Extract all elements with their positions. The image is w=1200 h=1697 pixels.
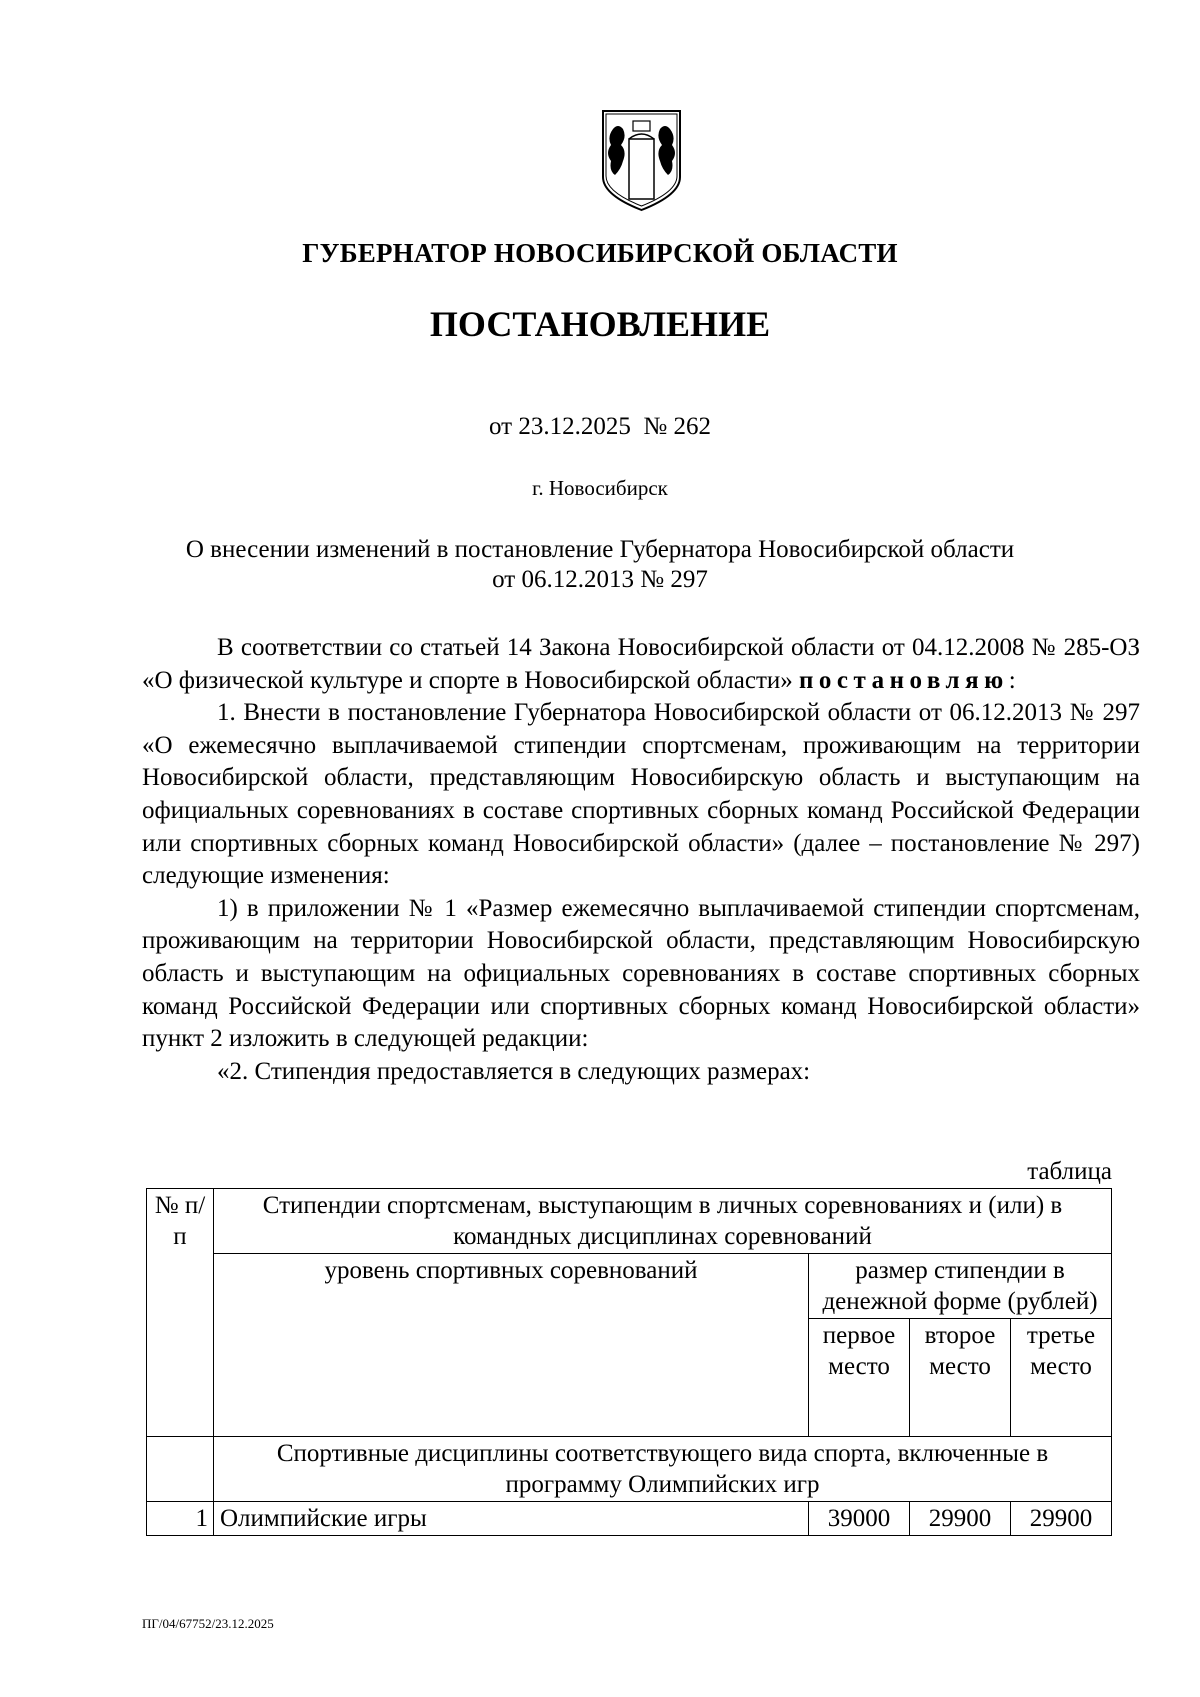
decree-colon: : bbox=[1008, 666, 1016, 694]
table-row bbox=[147, 1502, 1112, 1536]
table-subheader-row bbox=[147, 1254, 1112, 1319]
subject-line-2: от 06.12.2013 № 297 bbox=[492, 566, 708, 593]
quote-start-paragraph: «2. Стипендия предоставляется в следующих размерах: bbox=[217, 1057, 811, 1085]
table-title-cell: Стипендии спортсменам, выступающим в личных соревнованиях и (или) в командных дисциплинах соревнований bbox=[214, 1189, 1112, 1254]
level-header-cell: уровень спортивных соревнований bbox=[214, 1254, 809, 1437]
place-first-header: первое место bbox=[809, 1319, 910, 1437]
section-number-cell bbox=[147, 1437, 214, 1502]
preamble-text: В соответствии со статьей 14 Закона Новосибирской области от 04.12.2008 № 285-ОЗ «О физической культуре и спорте в Новосибирской области» bbox=[142, 634, 1140, 694]
city-line: г. Новосибирск bbox=[532, 476, 668, 500]
footer-document-code: ПГ/04/67752/23.12.2025 bbox=[142, 1616, 274, 1631]
amount-header-cell: размер стипендии в денежной форме (рублей) bbox=[809, 1254, 1112, 1319]
coat-of-arms-emblem bbox=[599, 109, 684, 212]
subject-line-1: О внесении изменений в постановление Губернатора Новосибирской области bbox=[185, 536, 1015, 563]
section-row bbox=[147, 1437, 1112, 1502]
preamble-paragraph bbox=[142, 632, 1140, 697]
decree-word: постановляю bbox=[799, 666, 1009, 694]
place-third-header: третье место bbox=[1011, 1319, 1112, 1437]
row-level-cell: Олимпийские игры bbox=[214, 1502, 809, 1536]
document-body bbox=[142, 632, 1140, 1088]
section-title-cell: Спортивные дисциплины соответствующего вида спорта, включенные в программу Олимпийских игр bbox=[214, 1437, 1112, 1502]
date-and-number: от 23.12.2025 № 262 bbox=[489, 413, 711, 440]
item-1-paragraph: 1. Внести в постановление Губернатора Новосибирской области от 06.12.2013 № 297 «О ежемесячно выплачиваемой стипендии спортсменам, проживающим на территории Новосибирской области, представляющим Новосибирскую область и выступающим на официальных соревнованиях в составе спортивных сборных команд Российской Федерации или спортивных сборных команд Новосибирской области» (далее – постановление № 297) следующие изменения: bbox=[142, 699, 1140, 890]
place-second-header: второе место bbox=[910, 1319, 1011, 1437]
row-second-place-amount: 29900 bbox=[910, 1502, 1011, 1536]
item-1-1-paragraph: 1) в приложении № 1 «Размер ежемесячно выплачиваемой стипендии спортсменам, проживающим на территории Новосибирской области, представляющим Новосибирскую область и выступающим на официальных соревнованиях в составе спортивных сборных команд Российской Федерации или спортивных сборных команд Новосибирской области» пункт 2 изложить в следующей редакции: bbox=[142, 894, 1140, 1053]
scholarship-table bbox=[146, 1188, 1112, 1536]
document-type-title: ПОСТАНОВЛЕНИЕ bbox=[429, 304, 771, 344]
table-header-row bbox=[147, 1189, 1112, 1254]
table-label: таблица bbox=[1027, 1158, 1112, 1185]
row-first-place-amount: 39000 bbox=[809, 1502, 910, 1536]
row-third-place-amount: 29900 bbox=[1011, 1502, 1112, 1536]
row-number-cell: 1 bbox=[147, 1502, 214, 1536]
column-number-header: № п/п bbox=[147, 1189, 214, 1437]
document-subject bbox=[0, 535, 1200, 595]
authority-title: ГУБЕРНАТОР НОВОСИБИРСКОЙ ОБЛАСТИ bbox=[302, 238, 898, 268]
